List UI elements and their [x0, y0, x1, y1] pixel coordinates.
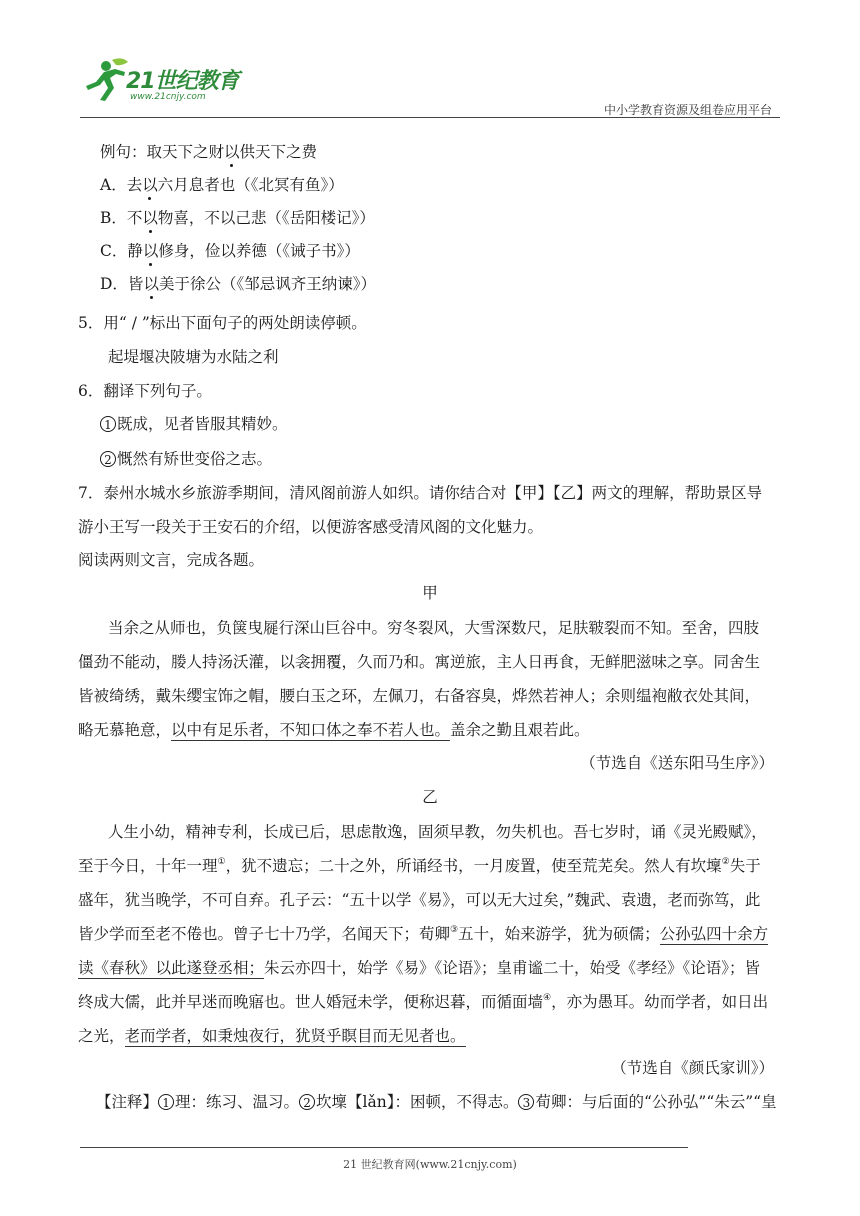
q4-option-a: A．去以六月息者也（《北冥有鱼》）: [100, 176, 344, 194]
logo-sub-text: www.21cnjy.com: [130, 92, 206, 102]
passage-yi-line: 皆少学而至老不倦也。曾子七十乃学，名闻天下；荀卿③五十，始来游学，犹为硕儒；公孙弘四十余方: [78, 925, 769, 943]
underlined-sentence: 老而学者，如秉烛夜行，犹贤乎瞑目而无见者也。: [124, 1027, 466, 1045]
note-ref: ③: [450, 925, 459, 935]
platform-label: 中小学教育资源及组卷应用平台: [603, 103, 772, 117]
passage-yi-line: 盛年，犹当晚学，不可自弃。孔子云：“五十以学《易》，可以无大过矣，”魏武、袁遗，老而弥笃，此: [78, 891, 761, 909]
emphasis-char: 以: [143, 275, 159, 293]
underlined-sentence: 以中有足乐者，不知口体之奉不若人也。: [171, 721, 451, 739]
passage-yi-line: 至于今日，十年一理①，犹不遗忘；二十之外，所诵经书，一月废置，使至荒芜矣。然人有坎壈②失于: [78, 857, 761, 875]
emphasis-char: 以: [142, 176, 158, 194]
passage-yi-source: （节选自《颜氏家训》）: [611, 1059, 774, 1077]
emphasis-char: 以: [142, 242, 159, 260]
header-rule: [80, 117, 780, 118]
passage-jia-source: （节选自《送东阳马生序》）: [580, 754, 774, 772]
underlined-sentence: 读《春秋》以此遂登丞相；: [78, 959, 265, 977]
note-ref: ①: [217, 857, 226, 867]
passage-jia-line: 皆被绮绣，戴朱缨宝饰之帽，腰白玉之环，左佩刀，右备容臭，烨然若神人；余则缊袍敝衣处其间，: [78, 687, 761, 705]
passage-jia-line: 当余之从师也，负箧曳屣行深山巨谷中。穷冬裂风，大雪深数尺，足肤皲裂而不知。至舍，四肢: [108, 619, 760, 637]
passage-jia-title: 甲: [422, 584, 438, 602]
emphasis-char: 以: [142, 209, 158, 227]
notes: 【注释】 1 理：练习、温习。 2 坎壈【lǎn】：困顿，不得志。 3 荀卿：与后面的“公孙弘”“朱云”“皇: [96, 1093, 777, 1111]
runner-logo-icon: [82, 56, 130, 102]
q4-option-c: C．静以修身，俭以养德（《诫子书》）: [100, 242, 360, 260]
q4-option-b: B．不以物喜，不以己悲（《岳阳楼记》）: [100, 209, 375, 227]
passage-yi-line: 人生小幼，精神专利，长成已后，思虑散逸，固须早教，勿失机也。吾七岁时，诵《灵光殿赋》，: [108, 823, 767, 841]
passage-yi-line: 读《春秋》以此遂登丞相；朱云亦四十，始学《易》《论语》；皇甫谧二十，始受《孝经》《论语》；皆: [78, 959, 761, 977]
passage-yi-title: 乙: [422, 788, 438, 806]
passage-jia-line: 僵劲不能动，媵人持汤沃灌，以衾拥覆，久而乃和。寓逆旅，主人日再食，无鲜肥滋味之享。同舍生: [78, 653, 761, 671]
note-ref: ②: [721, 857, 730, 867]
circled-number: 3: [518, 1094, 534, 1110]
circled-number: 2: [299, 1094, 315, 1110]
footer-rule: [80, 1147, 688, 1148]
logo-main-text: 21世纪教育: [126, 69, 239, 94]
q6-item-1: 1 既成，见者皆服其精妙。: [100, 414, 288, 434]
q5-prompt: 5．用“ / ”标出下面句子的两处朗读停顿。: [78, 314, 367, 332]
logo: [82, 56, 252, 106]
note-ref: ④: [543, 993, 552, 1003]
circled-number: 1: [158, 1094, 174, 1110]
q7-line-2: 游小王写一段关于王安石的介绍，以便游客感受清风阁的文化魅力。: [78, 518, 544, 536]
q5-sentence: 起堤堰决陂塘为水陆之利: [108, 348, 279, 366]
passage-yi-line: 终成大儒，此并早迷而晚寤也。世人婚冠未学，便称迟暮，而循面墙④，亦为愚耳。幼而学者，如日出: [78, 993, 769, 1011]
q7-line-1: 7．泰州水城水乡旅游季期间，清风阁前游人如织。请你结合对【甲】【乙】两文的理解，帮助景区导: [78, 484, 763, 502]
underlined-sentence: 公孙弘四十余方: [659, 925, 769, 943]
circled-number: 1: [100, 416, 116, 432]
q4-example: 例句：取天下之财以供天下之费: [100, 143, 318, 161]
q6-item-2: 2 慨然有矫世变俗之志。: [100, 449, 272, 469]
reading-intro: 阅读两则文言，完成各题。: [78, 551, 265, 569]
footer-text: 21 世纪教育网(www.21cnjy.com): [343, 1158, 517, 1171]
emphasis-char: 以: [224, 143, 240, 161]
q6-prompt: 6．翻译下列句子。: [78, 382, 212, 400]
passage-jia-line: 略无慕艳意，以中有足乐者，不知口体之奉不若人也。盖余之勤且艰若此。: [78, 721, 590, 739]
passage-yi-line: 之光，老而学者，如秉烛夜行，犹贤乎瞑目而无见者也。: [78, 1027, 466, 1045]
q4-option-d: D．皆以美于徐公（《邹忌讽齐王纳谏》）: [100, 275, 376, 293]
circled-number: 2: [100, 451, 116, 467]
